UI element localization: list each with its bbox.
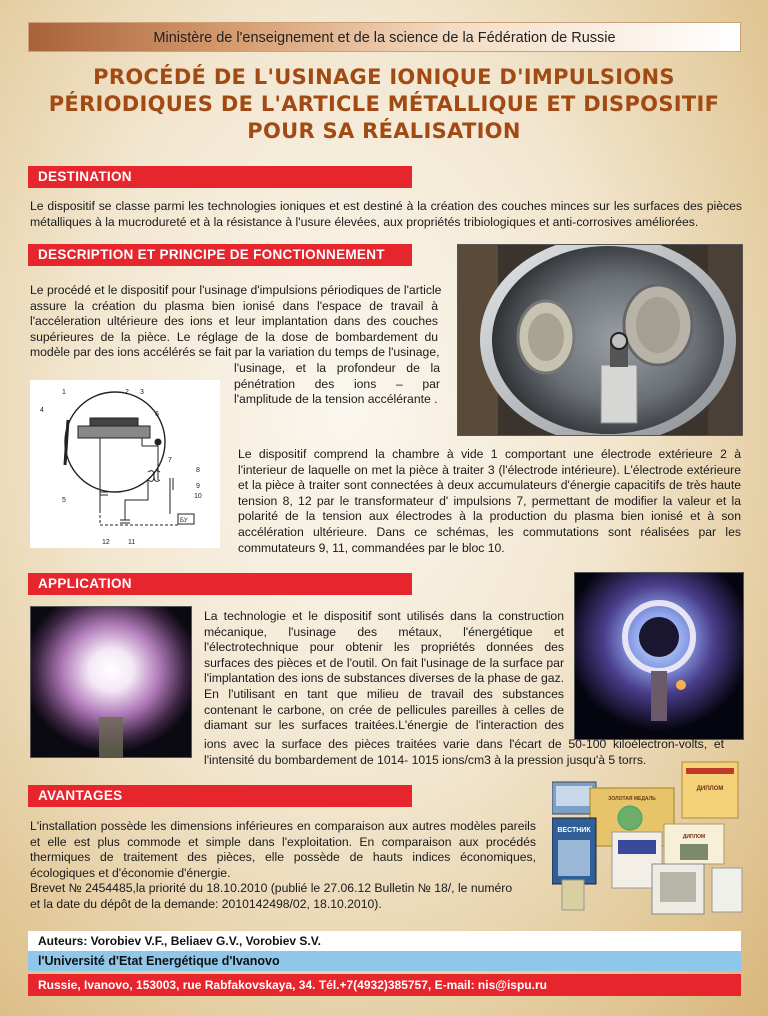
application-line: surfaces des pièces et de l'outil. On fait l'usinage de la surface par (204, 655, 564, 670)
description-line: pénétration des ions – par (234, 376, 440, 391)
footer-university: l'Université d'Etat Energétique d'Ivanovo (28, 951, 741, 971)
description-text-top (30, 283, 442, 361)
diploma-caption: ВЕСТНИК (557, 827, 591, 834)
avantages-line: et elle est plus commode et simple dans l'exploitation. En comparaison aux procédés (30, 834, 536, 849)
description-line: Le dispositif comprend la chambre à vide 1 comportant une électrode extérieure 2 à (238, 447, 741, 461)
brevet-line: et la date du dépôt de la demande: 2010142498/02, 18.10.2010). (30, 896, 382, 911)
diploma-caption: ДИПЛОМ (696, 786, 724, 792)
application-line: La technologie et le dispositif sont utilisés dans la construction (204, 609, 564, 623)
application-line: l'implantation des ions de substances diverses de la phase de gaz. (204, 671, 565, 686)
footer-authors: Auteurs: Vorobiev V.F., Beliaev G.V., Vorobiev S.V. (28, 931, 741, 951)
application-line: mécanique, l'usinage des métaux, l'énergétique et (204, 624, 564, 639)
plasma-glow-illustration (31, 607, 191, 757)
plasma-glow-photo-right (574, 572, 744, 740)
circuit-schematic (30, 380, 220, 548)
description-header: DESCRIPTION ET PRINCIPE DE FONCTIONNEMENT (28, 244, 412, 266)
description-line: l'accéleration ultérieure des ions et leur implantation dans des couches (30, 314, 438, 329)
description-text-right (234, 361, 440, 408)
application-line: En l'utilisant en tant que milieu de travail des substances (204, 686, 564, 701)
title-line-1: PROCÉDÉ DE L'USINAGE IONIQUE D'IMPULSIONS (93, 65, 675, 89)
application-line: diamant sur les surfaces traitées.L'énergie de l'interaction des (204, 718, 564, 733)
description-line: commutateurs 9, 11, commandées par le bloc 10. (238, 540, 505, 555)
application-line: ions avec la surface des pièces traitées varie dans l'écart de 50-100 kiloélectron-volts, et (204, 737, 724, 751)
title-line-3: POUR SA RÉALISATION (247, 119, 521, 143)
diagram-label: 8 (196, 467, 200, 474)
diagram-label: 12 (102, 539, 110, 546)
diagram-label: БУ (180, 518, 188, 524)
destination-header: DESTINATION (28, 166, 412, 188)
plasma-glow-photo-left (30, 606, 192, 758)
diploma-caption: ДИПЛОМ (682, 834, 706, 840)
title-line-2: PÉRIODIQUES DE L'ARTICLE MÉTALLIQUE ET DISPOSITIF (48, 92, 720, 116)
vacuum-chamber-photo (457, 244, 743, 436)
diagram-label: 5 (62, 497, 66, 504)
diagram-label: 2 (125, 389, 129, 396)
diagram-label: 10 (194, 493, 202, 500)
diagram-label: 4 (40, 407, 44, 414)
description-line: Le procédé et le dispositif pour l'usinage d'impulsions périodiques de l'article (30, 283, 442, 297)
description-line: l'interieur de laquelle on met la pièce à traiter 3 (l'électrode intérieure). L'électrode extérieure (238, 462, 741, 477)
ministry-banner: Ministère de l'enseignement et de la science de la Fédération de Russie (28, 22, 741, 52)
application-line: contenant le carbone, on crée de pellicules pareilles à celles de (204, 702, 564, 717)
diagram-label: 3 (140, 389, 144, 396)
brevet-line: Brevet № 2454485,la priorité du 18.10.2010 (publié le 27.06.12 Bulletin № 18/, le numéro (30, 881, 513, 895)
diagram-label: 7 (168, 457, 172, 464)
destination-text: Le dispositif se classe parmi les technologies ioniques et est destiné à la création des couches minces sur les surfaces des pièces métalliques à la mucrodureté et à la résistance à l'usure élevées, aux propriétés tribiologiques et anti-corrosives améliorées. (30, 199, 742, 229)
description-line: tension 8, 12 par le transformateur d' impulsions 7, permettant de modifier la valeur et la (238, 493, 741, 508)
brevet-text (30, 881, 536, 912)
application-line: l'électrotechnique pour obtenir les propriétés données des (204, 640, 564, 655)
avantages-line: thermiques de traitement des pièces, elle possède de hauts indices économiques, (30, 850, 536, 865)
application-text (204, 609, 564, 734)
description-line: modèle par des ions accélérés se fait par la variation du temps de l'usinage, (30, 345, 440, 360)
footer-address: Russie, Ivanovo, 153003, rue Rabfakovskaya, 34. Tél.+7(4932)385757, E-mail: nis@ispu.ru (28, 974, 741, 996)
diploma-caption: ЗОЛОТАЯ МЕДАЛЬ (608, 796, 656, 802)
page-title (20, 64, 748, 145)
description-line: assure la création du plasma bien ionisé dans l'espace de travail à (30, 298, 438, 313)
diagram-label: 1 (62, 389, 66, 396)
description-line: supérieures de la pièce. Le réglage de la dose de bombardement du (30, 329, 438, 344)
avantages-header: AVANTAGES (28, 785, 412, 807)
application-line: l'intensité du bombardement de 1014- 1015 ions/cm3 à la pression jusqu'à 5 torrs. (204, 752, 647, 767)
plasma-electrode-illustration (575, 573, 743, 739)
avantages-text (30, 819, 536, 881)
application-header: APPLICATION (28, 573, 412, 595)
vacuum-chamber-illustration (458, 245, 742, 435)
description-line: l'usinage, et la profondeur de la (234, 361, 440, 375)
diplomas-collage (552, 760, 744, 916)
diplomas-illustration (552, 760, 744, 916)
avantages-line: L'installation possède les dimensions inférieures en comparaison aux autres modèles pareils (30, 819, 536, 833)
description-line: accélération ultérieure. Dans ce schémas, les commutations sont réalisées par les (238, 524, 741, 539)
diagram-label: 6 (155, 411, 159, 418)
description-line: l'amplitude de la tension accélérante . (234, 392, 438, 407)
diagram-label: 9 (196, 483, 200, 490)
description-line: et la pièce à traiter sont connectées à deux accumulateurs d'énergie capacitifs de très haute (238, 478, 741, 493)
avantages-line: écologiques et d'économie d'énergie. (30, 865, 231, 880)
schematic-diagram (30, 380, 220, 548)
description-text-bottom (238, 447, 741, 556)
description-line: polarité de la tension aux électrodes à la production du plasma bien ionisé et à son (238, 509, 741, 524)
diagram-label: 11 (128, 539, 136, 546)
